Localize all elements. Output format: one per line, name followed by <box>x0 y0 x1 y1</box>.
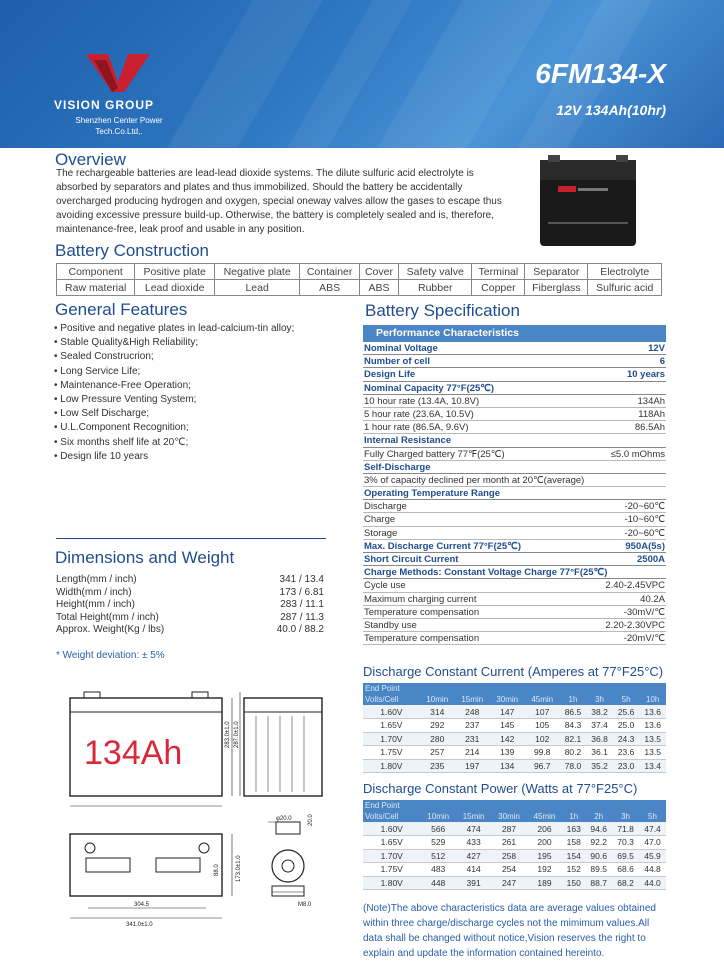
spec-row: 1 hour rate (86.5A, 9.6V) 86.5Ah <box>364 422 665 434</box>
closing-note: (Note)The above characteristics data are average values obtained within three charge/discharge cycles not the mimimum values.All data shall be changed without notice,Vision reserves the right to explain and update the information contained hereinto. <box>363 903 656 959</box>
table-header-row: End Point <box>363 800 666 811</box>
table-row: 1.80V 448 391 247 189 150 88.7 68.2 44.0 <box>363 876 666 890</box>
list-item: • Six months shelf life at 20℃; <box>54 436 294 450</box>
spec-table <box>363 325 666 645</box>
spec-row: Self-Discharge <box>363 461 666 474</box>
dim-total-height: 287.0±1.0 <box>234 721 240 748</box>
features-title: General Features <box>55 300 188 319</box>
spec-row: Nominal Capacity 77°F(25℃) <box>363 382 666 395</box>
list-item: • Design life 10 years <box>54 450 294 464</box>
spec-row: Fully Charged battery 77℉(25℃) ≤5.0 mOhms <box>364 448 665 460</box>
weight-note: * Weight deviation: ± 5% <box>56 650 165 661</box>
table-row: 1.65V 529 433 261 200 158 92.2 70.3 47.0 <box>363 836 666 850</box>
model-number: 6FM134-X <box>535 58 666 89</box>
list-item: • Low Pressure Venting System; <box>54 393 294 407</box>
spec-row: Short Circuit Current 2500A <box>364 554 665 565</box>
dimensions-list <box>56 574 324 637</box>
current-title: Discharge Constant Current (Amperes at 77°F25°C) <box>363 664 664 679</box>
table-row: 1.70V 280 231 142 102 82.1 36.8 24.3 13.5 <box>363 732 666 746</box>
section-divider <box>56 538 326 539</box>
list-item: • U.L.Component Recognition; <box>54 421 294 435</box>
dim-height: 283.0±1.0 <box>225 721 231 748</box>
svg-text:M8.0: M8.0 <box>298 902 312 908</box>
table-row: 1.75V 257 214 139 99.8 80.2 36.1 23.6 13.5 <box>363 746 666 760</box>
spec-row: Discharge -20~60℃ <box>364 501 665 513</box>
dim-side: 88.0 <box>214 864 220 876</box>
overview-text: The rechargeable batteries are lead-lead dioxide systems. The dilute sulfuric acid electrolyte is absorbed by separators and plates and thus immobilized. Should the battery be accidentally overcharged producing hydrogen and oxygen, special oneway valves allow the gases to escape thus avoiding excessive pressure build-up. Otherwise, the battery is completely sealed and is, therefore, maintenance-free, leak proof and usable in any position. <box>56 168 502 235</box>
dim-length: 341.0±1.0 <box>126 922 153 928</box>
spec-row: Cycle use 2.40-2.45VPC <box>364 580 665 592</box>
header-banner <box>0 0 724 148</box>
company-subtitle: Shenzhen Center Power Tech.Co.Ltd,. <box>75 116 163 136</box>
list-item: • Positive and negative plates in lead-calcium-tin alloy; <box>54 322 294 336</box>
model-rating: 12V 134Ah(10hr) <box>556 102 666 118</box>
discharge-power-table <box>363 800 666 890</box>
features-list <box>54 322 294 464</box>
spec-row: Temperature compensation -30mV/℃ <box>364 606 665 618</box>
performance-bar: Performance Characteristics <box>363 325 666 342</box>
table-header-row: Volts/Cell 10min 15min 30min 45min 1h 3h 5h 10h <box>363 694 666 705</box>
list-item: • Stable Quality&High Reliability; <box>54 336 294 350</box>
company-name: VISION GROUP <box>54 98 155 112</box>
spec-row: Operating Temperature Range <box>363 487 666 500</box>
spec-row: Charge -10~60℃ <box>364 514 665 526</box>
spec-row: 3% of capacity declined per month at 20℃(average) <box>363 474 666 487</box>
dimension-row: Height(mm / inch) 283 / 11.1 <box>56 599 324 610</box>
dimension-row: Total Height(mm / inch) 287 / 11.3 <box>56 611 324 623</box>
battery-technical-drawing <box>56 686 346 936</box>
capacity-label: 134Ah <box>84 734 183 772</box>
list-item: • Low Self Discharge; <box>54 407 294 421</box>
table-row: 1.80V 235 197 134 96.7 78.0 35.2 23.0 13.4 <box>363 759 666 773</box>
table-row: 1.65V 292 237 145 105 84.3 37.4 25.0 13.6 <box>363 719 666 733</box>
spec-row: Number of cell 6 <box>364 356 665 368</box>
spec-row: Storage -20~60℃ <box>364 527 665 539</box>
spec-row: Internal Resistance <box>363 434 666 447</box>
table-row: 1.70V 512 427 258 195 154 90.6 69.5 45.9 <box>363 849 666 863</box>
spec-row: Temperature compensation -20mV/℃ <box>364 633 665 645</box>
dim-terminal-height: 20.0 <box>308 814 314 826</box>
spec-row: 10 hour rate (13.4A, 10.8V) 134Ah <box>364 395 665 407</box>
battery-product-image <box>518 152 658 252</box>
dimensions-title: Dimensions and Weight <box>55 548 235 567</box>
list-item: • Sealed Construcrion; <box>54 350 294 364</box>
dimension-row: Approx. Weight(Kg / lbs) 40.0 / 88.2 <box>56 624 324 635</box>
spec-row: Maximum charging current 40.2A <box>364 593 665 605</box>
list-item: • Maintenance-Free Operation; <box>54 379 294 393</box>
list-item: • Long Service Life; <box>54 365 294 379</box>
dim-inner-length: 304.5 <box>134 902 150 908</box>
dim-terminal: φ20.0 <box>276 816 292 822</box>
table-header-row: Volts/Cell 10min 15min 30min 45min 1h 2h 3h 5h <box>363 811 666 822</box>
dimension-row: Width(mm / inch) 173 / 6.81 <box>56 586 324 598</box>
spec-row: 5 hour rate (23.6A, 10.5V) 118Ah <box>364 408 665 420</box>
table-header-row: End Point <box>363 683 666 694</box>
spec-row: Nominal Voltage 12V <box>364 343 665 354</box>
table-row: 1.60V 566 474 287 206 163 94.6 71.8 47.4 <box>363 822 666 836</box>
spec-row: Standby use 2.20-2.30VPC <box>364 619 665 631</box>
construction-title: Battery Construction <box>55 241 210 260</box>
construction-value-row: Raw material Lead dioxide Lead ABS ABS Rubber Copper Fiberglass Sulfuric acid <box>57 280 662 296</box>
discharge-current-table <box>363 683 666 773</box>
overview-title: Overview <box>55 150 126 169</box>
table-row: 1.60V 314 248 147 107 86.5 38.2 25.6 13.6 <box>363 705 666 719</box>
power-title: Discharge Constant Power (Watts at 77°F25°C) <box>363 781 638 796</box>
spec-title: Battery Specification <box>365 301 520 320</box>
spec-row: Max. Discharge Current 77°F(25℃) 950A(5s) <box>364 540 665 552</box>
spec-row: Charge Methods: Constant Voltage Charge 77°F(25℃) <box>363 566 666 579</box>
table-row: 1.75V 483 414 254 192 152 89.5 68.6 44.8 <box>363 863 666 877</box>
construction-table <box>56 263 662 296</box>
dimension-row: Length(mm / inch) 341 / 13.4 <box>56 574 324 585</box>
vision-logo-icon <box>86 52 150 94</box>
spec-row: Design Life 10 years <box>364 369 665 381</box>
dim-width: 173.0±1.0 <box>236 855 242 882</box>
construction-header-row: Component Positive plate Negative plate Container Cover Safety valve Terminal Separator Electrolyte <box>57 264 662 280</box>
